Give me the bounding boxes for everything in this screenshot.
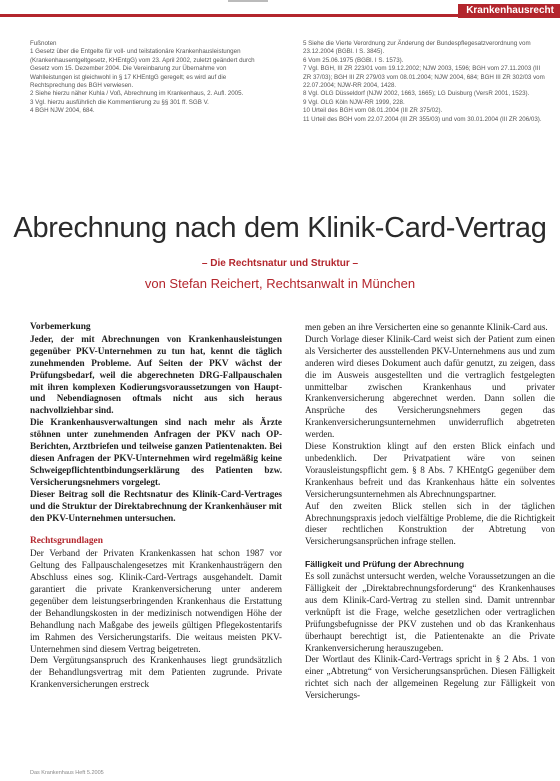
body-paragraph: Diese Konstruktion klingt auf den ersten Blick einfach und unbedenklich. Der Privatpatient wäre von seinen Vorausleistungspflicht gem. § 8 Abs. 7 KHEntgG gegenüber dem Krankenhaus befreit und das Krankenhaus hätte ein solventes Versicherungsunternehmen als Abrechnungspartner. xyxy=(305,441,555,499)
footnote: 11 Urteil des BGH vom 22.07.2004 (III ZR 355/03) und vom 30.01.2004 (III ZR 206/03). xyxy=(303,115,542,123)
footnote: 10 Urteil des BGH vom 08.01.2004 (III ZR 375/02). xyxy=(303,107,443,115)
footnotes-right xyxy=(303,40,548,124)
footnote: 6 Vom 25.06.1975 (BGBl. I S. 1573). xyxy=(303,56,404,64)
footnote: 7 Vgl. BGH, III ZR 223/01 vom 19.12.2002; NJW 2003, 1596; BGH vom 27.11.2003 (III ZR 37/03); BGH III ZR 279/03 vom 08.01.2004; NJW 2004, 684; BGH III ZR 302/03 vom 22.07.2004; NJW-RR 2004, 1428. xyxy=(303,65,545,90)
footnote: 1 Gesetz über die Entgelte für voll- und teilstationäre Krankenhausleistungen (Krankenhausentgeltgesetz, KHEntgG) vom 23. April 2002, zuletzt geändert durch Gesetz vom 15. Dezember 2004. Die Vereinbarung zur Übernahme von Wahlleistungen ist gleichwohl in § 17 KHEntgG geregelt; es wird auf die Rechtsprechung des BGH verwiesen. xyxy=(30,48,255,90)
article-subtitle: – Die Rechtsnatur und Struktur – xyxy=(201,258,359,269)
page-footer: Das Krankenhaus Heft 5.2005 xyxy=(30,770,104,776)
body-paragraph: Der Verband der Privaten Krankenkassen hat schon 1987 vor Geltung des Fallpauschalengesetzes mit Krankenhausträgern den Abschluss eines sog. Klinik-Card-Vertrags ausgehandelt. Damit garantiert die private Krankenversicherung unter anderem gegenüber dem leistungserbringenden Krankenhaus die Erstattung der Behandlungskosten in der medizinisch notwendigen Höhe der Behandlung nach Maßgabe des jeweils gültigen Pflegekostentarifs im Rahmen des Versicherungstarifs. Die weitaus meisten PKV-Unternehmen sind diesem Vertrag beigetreten. xyxy=(30,548,282,654)
body-paragraph: Durch Vorlage dieser Klinik-Card weist sich der Patient zum einen als Versicherter des ausstellenden PKV-Unternehmens aus und zum anderen wird dieses Dokument auch dafür genutzt, zu zeigen, dass die im Ausweis ausgestellten und die vertraglich festgelegten unmittelbar zwischen Krankenhaus und privater Krankenversicherung abgerechnet werden. Dann sollen die Ansprüche des Versicherungsnehmers gegen das Krankenversicherungsunternehmen unwiderruflich abgetreten werden. xyxy=(305,333,555,440)
footnotes-left xyxy=(30,40,270,116)
intro-paragraph: Dieser Beitrag soll die Rechtsnatur des Klinik-Card-Vertrages und die Struktur der Direktabrechnung der Krankenhäuser mit den PKV-Unternehmen untersuchen. xyxy=(30,488,282,523)
body-paragraph: men geben an ihre Versicherten eine so genannte Klinik-Card aus. xyxy=(305,322,548,332)
footnote: 5 Siehe die Vierte Verordnung zur Änderung der Bundespflegesatzverordnung vom 23.12.2004 (BGBl. I S. 3845). xyxy=(303,40,531,56)
footnote: 4 BGH NJW 2004, 684. xyxy=(30,107,95,115)
footnote: 2 Siehe hierzu näher Kuhla / Voß, Abrechnung im Krankenhaus, 2. Aufl. 2005. xyxy=(30,90,244,98)
intro-paragraph: Die Krankenhausverwaltungen sind nach mehr als Ärzte stöhnen unter zunehmenden Anfragen der PKV nach OP-Berichten, Arztbriefen und teilweise ganzen Patientenakten. Bei diesen Anfragen der PKV-Unternehmen wird regelmäßig keine Schweigepflichtentbindungserklärung des Patienten bzw. Versicherungsnehmers vorgelegt. xyxy=(30,417,282,487)
footnote: Fußnoten xyxy=(30,40,57,47)
section-heading: Rechtsgrundlagen xyxy=(30,536,103,547)
header-mark xyxy=(228,0,268,2)
body-paragraph: Dem Vergütungsanspruch des Krankenhauses liegt grundsätzlich der Behandlungsvertrag mit dem Patienten zugrunde. Private Krankenversicherungen erstreck xyxy=(30,655,282,690)
article-title: Abrechnung nach dem Klinik-Card-Vertrag xyxy=(13,212,547,244)
body-column-left xyxy=(30,322,282,691)
section-heading: Vorbemerkung xyxy=(30,322,91,332)
section-label: Krankenhausrecht xyxy=(458,4,560,18)
footnote: 8 Vgl. OLG Düsseldorf (NJW 2002, 1663, 1665); LG Duisburg (VersR 2001, 1523). xyxy=(303,90,530,98)
body-paragraph: Der Wortlaut des Klinik-Card-Vertrags spricht in § 2 Abs. 1 von einer „Abtretung“ von Versicherungsansprüchen. Diesen Fälligkeit richtet sich nach der allgemeinen Regelung zur Fälligkeit von Versicherungs- xyxy=(305,654,555,701)
page-header xyxy=(0,0,560,22)
intro-paragraph: Jeder, der mit Abrechnungen von Krankenhausleistungen gegenüber PKV-Unternehmen zu tun hat, kennt die täglich zunehmenden Probleme. Auf Seiten der PKV wächst der Prüfungsbedarf, weil die abgerechneten DRG-Fallpauschalen mit ihren komplexen Kodierungsvoraussetzungen von Haupt- und Nebendiagnosen oftmals nicht aus sich heraus nachvollziehbar sind. xyxy=(30,333,282,416)
body-paragraph: Auf den zweiten Blick stellen sich in der täglichen Abrechnungspraxis jedoch vielfältige Probleme, die die Richtigkeit dieser rechtlichen Konstruktion der Abtretung von Versicherungsansprüchen infrage stellen. xyxy=(305,500,555,547)
section-heading: Fälligkeit und Prüfung der Abrechnung xyxy=(305,559,465,570)
footnote: 9 Vgl. OLG Köln NJW-RR 1999, 228. xyxy=(303,98,405,106)
footnote: 3 Vgl. hierzu ausführlich die Kommentierung zu §§ 301 ff. SGB V. xyxy=(30,98,209,106)
body-column-right xyxy=(305,322,555,702)
article-author: von Stefan Reichert, Rechtsanwalt in München xyxy=(144,276,416,291)
body-paragraph: Es soll zunächst untersucht werden, welche Voraussetzungen an die Fälligkeit der „Direktabrechnungsforderung“ des Krankenhauses aus dem Klinik-Card-Vertrag zu stellen sind. Damit untrennbar verknüpft ist die Frage, welche gesetzlichen oder vertraglichen Prüfungsbefugnisse der PKV zustehen und ob das Krankenhaus überhaupt berechtigt ist, die Patientenakte an die Private Krankenversicherung herauszugeben. xyxy=(305,571,555,653)
